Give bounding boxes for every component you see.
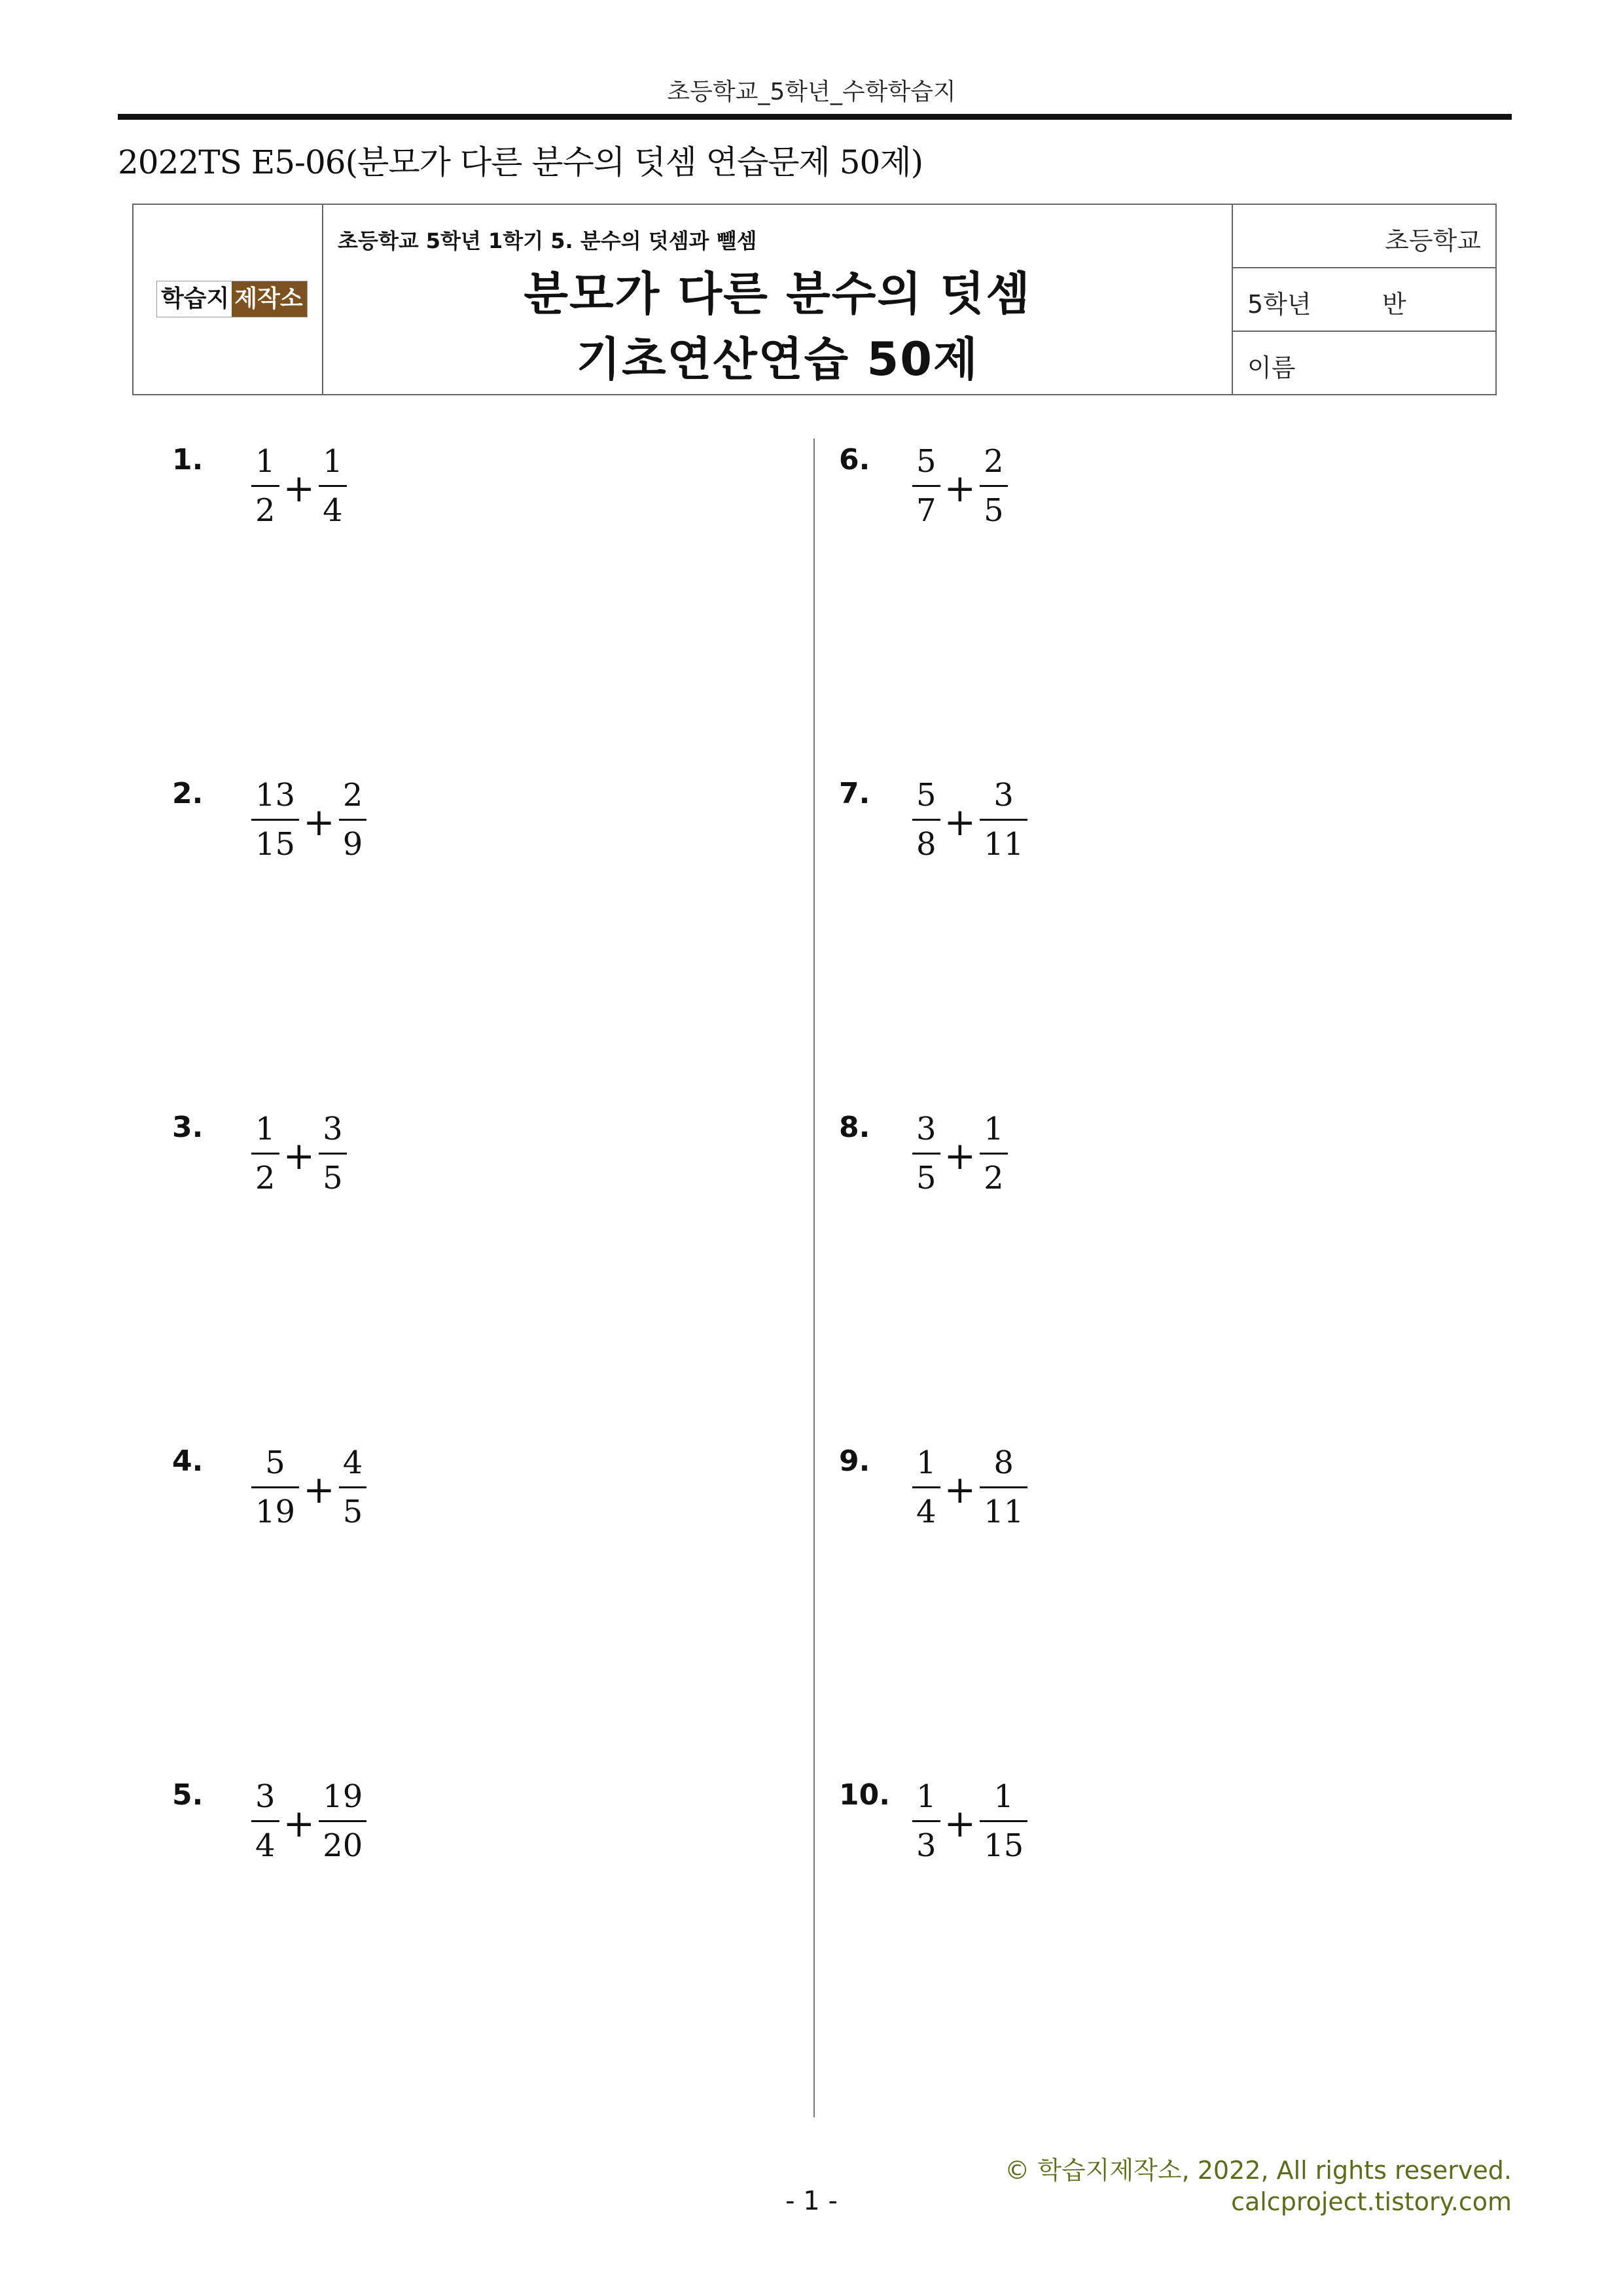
unit-line: 초등학교 5학년 1학기 5. 분수의 덧셈과 뺄셈 xyxy=(338,228,757,253)
second-fraction xyxy=(316,442,349,530)
denominator: 2 xyxy=(251,1153,279,1198)
denominator: 2 xyxy=(251,485,279,530)
fraction-expression xyxy=(249,442,349,530)
numerator: 2 xyxy=(984,443,1004,480)
first-fraction xyxy=(910,1777,943,1865)
problem-number: 2. xyxy=(172,777,204,810)
denominator: 4 xyxy=(912,1486,940,1532)
grade-label: 5학년 xyxy=(1247,290,1311,319)
second-fraction xyxy=(316,1109,349,1198)
numerator: 1 xyxy=(323,443,343,480)
problem-number: 5. xyxy=(172,1778,204,1812)
doc-title: 2022TS E5-06(분모가 다른 분수의 덧셈 연습문제 50제) xyxy=(118,143,923,181)
second-fraction xyxy=(977,776,1030,864)
logo-part1: 학습지 xyxy=(157,281,232,317)
numerator: 1 xyxy=(255,1111,276,1147)
name-label: 이름 xyxy=(1247,353,1296,382)
fraction-expression xyxy=(910,776,1030,864)
fraction-expression xyxy=(249,1109,349,1198)
denominator: 5 xyxy=(319,1153,347,1198)
fraction-expression xyxy=(910,1443,1030,1532)
fraction-expression xyxy=(910,1109,1010,1198)
numerator: 13 xyxy=(255,777,296,814)
plus-operator: + xyxy=(283,1133,315,1178)
first-fraction xyxy=(249,776,302,864)
second-fraction xyxy=(977,1443,1030,1532)
numerator: 5 xyxy=(265,1444,285,1481)
numerator: 3 xyxy=(323,1111,343,1147)
numerator: 3 xyxy=(993,777,1014,814)
denominator: 11 xyxy=(980,819,1027,864)
fraction-expression xyxy=(249,1777,369,1865)
site-url: calcproject.tistory.com xyxy=(1231,2187,1512,2216)
publisher-logo xyxy=(156,281,308,317)
problem-number: 6. xyxy=(839,443,870,476)
numerator: 2 xyxy=(342,777,363,814)
denominator: 4 xyxy=(319,485,347,530)
denominator: 19 xyxy=(251,1486,299,1532)
denominator: 5 xyxy=(912,1153,940,1198)
plus-operator: + xyxy=(303,799,335,844)
worksheet-title-line1: 분모가 다른 분수의 덧셈 xyxy=(524,267,1031,321)
denominator: 3 xyxy=(912,1820,940,1865)
denominator: 15 xyxy=(980,1820,1027,1865)
class-label: 반 xyxy=(1382,290,1406,319)
running-head: 초등학교_5학년_수학학습지 xyxy=(667,79,956,105)
second-fraction xyxy=(316,1777,369,1865)
second-fraction xyxy=(336,776,370,864)
numerator: 1 xyxy=(255,443,276,480)
plus-operator: + xyxy=(944,1801,976,1846)
fraction-expression xyxy=(910,1777,1030,1865)
numerator: 1 xyxy=(916,1778,936,1815)
worksheet-title-line2: 기초연산연습 50제 xyxy=(576,332,979,386)
second-fraction xyxy=(977,442,1010,530)
problem-number: 9. xyxy=(839,1444,870,1478)
top-rule xyxy=(118,114,1512,120)
name-row xyxy=(1233,332,1495,395)
grade-class-row xyxy=(1233,268,1495,332)
first-fraction xyxy=(910,776,943,864)
denominator: 4 xyxy=(251,1820,279,1865)
page-number: - 1 - xyxy=(785,2186,838,2216)
logo-part2: 제작소 xyxy=(232,281,306,317)
problem-number: 10. xyxy=(839,1778,890,1812)
denominator: 5 xyxy=(339,1486,367,1532)
plus-operator: + xyxy=(283,465,315,511)
first-fraction xyxy=(249,1777,282,1865)
denominator: 11 xyxy=(980,1486,1027,1532)
school-label: 초등학교 xyxy=(1385,226,1481,255)
plus-operator: + xyxy=(303,1467,335,1512)
first-fraction xyxy=(249,442,282,530)
second-fraction xyxy=(336,1443,370,1532)
denominator: 15 xyxy=(251,819,299,864)
second-fraction xyxy=(977,1777,1030,1865)
student-info-cell xyxy=(1233,205,1495,394)
logo-cell xyxy=(134,205,323,394)
numerator: 1 xyxy=(916,1444,936,1481)
numerator: 5 xyxy=(916,443,936,480)
plus-operator: + xyxy=(283,1801,315,1846)
numerator: 19 xyxy=(323,1778,363,1815)
plus-operator: + xyxy=(944,799,976,844)
problem-number: 3. xyxy=(172,1111,204,1144)
problem-number: 1. xyxy=(172,443,204,476)
second-fraction xyxy=(977,1109,1010,1198)
numerator: 5 xyxy=(916,777,936,814)
numerator: 4 xyxy=(342,1444,363,1481)
first-fraction xyxy=(910,442,943,530)
denominator: 5 xyxy=(980,485,1008,530)
denominator: 7 xyxy=(912,485,940,530)
first-fraction xyxy=(249,1443,302,1532)
problem-number: 7. xyxy=(839,777,870,810)
fraction-expression xyxy=(249,1443,369,1532)
first-fraction xyxy=(910,1443,943,1532)
first-fraction xyxy=(910,1109,943,1198)
denominator: 20 xyxy=(319,1820,366,1865)
numerator: 1 xyxy=(993,1778,1014,1815)
denominator: 8 xyxy=(912,819,940,864)
numerator: 8 xyxy=(993,1444,1014,1481)
plus-operator: + xyxy=(944,465,976,511)
denominator: 9 xyxy=(339,819,367,864)
worksheet-header-table xyxy=(132,204,1497,395)
problem-number: 4. xyxy=(172,1444,204,1478)
numerator: 3 xyxy=(255,1778,276,1815)
school-row xyxy=(1233,205,1495,268)
numerator: 1 xyxy=(984,1111,1004,1147)
first-fraction xyxy=(249,1109,282,1198)
fraction-expression xyxy=(249,776,369,864)
plus-operator: + xyxy=(944,1133,976,1178)
column-divider xyxy=(813,439,815,2117)
copyright-notice: © 학습지제작소, 2022, All rights reserved. xyxy=(1005,2156,1512,2185)
fraction-expression xyxy=(910,442,1010,530)
denominator: 2 xyxy=(980,1153,1008,1198)
plus-operator: + xyxy=(944,1467,976,1512)
problem-number: 8. xyxy=(839,1111,870,1144)
numerator: 3 xyxy=(916,1111,936,1147)
title-cell xyxy=(323,205,1233,394)
